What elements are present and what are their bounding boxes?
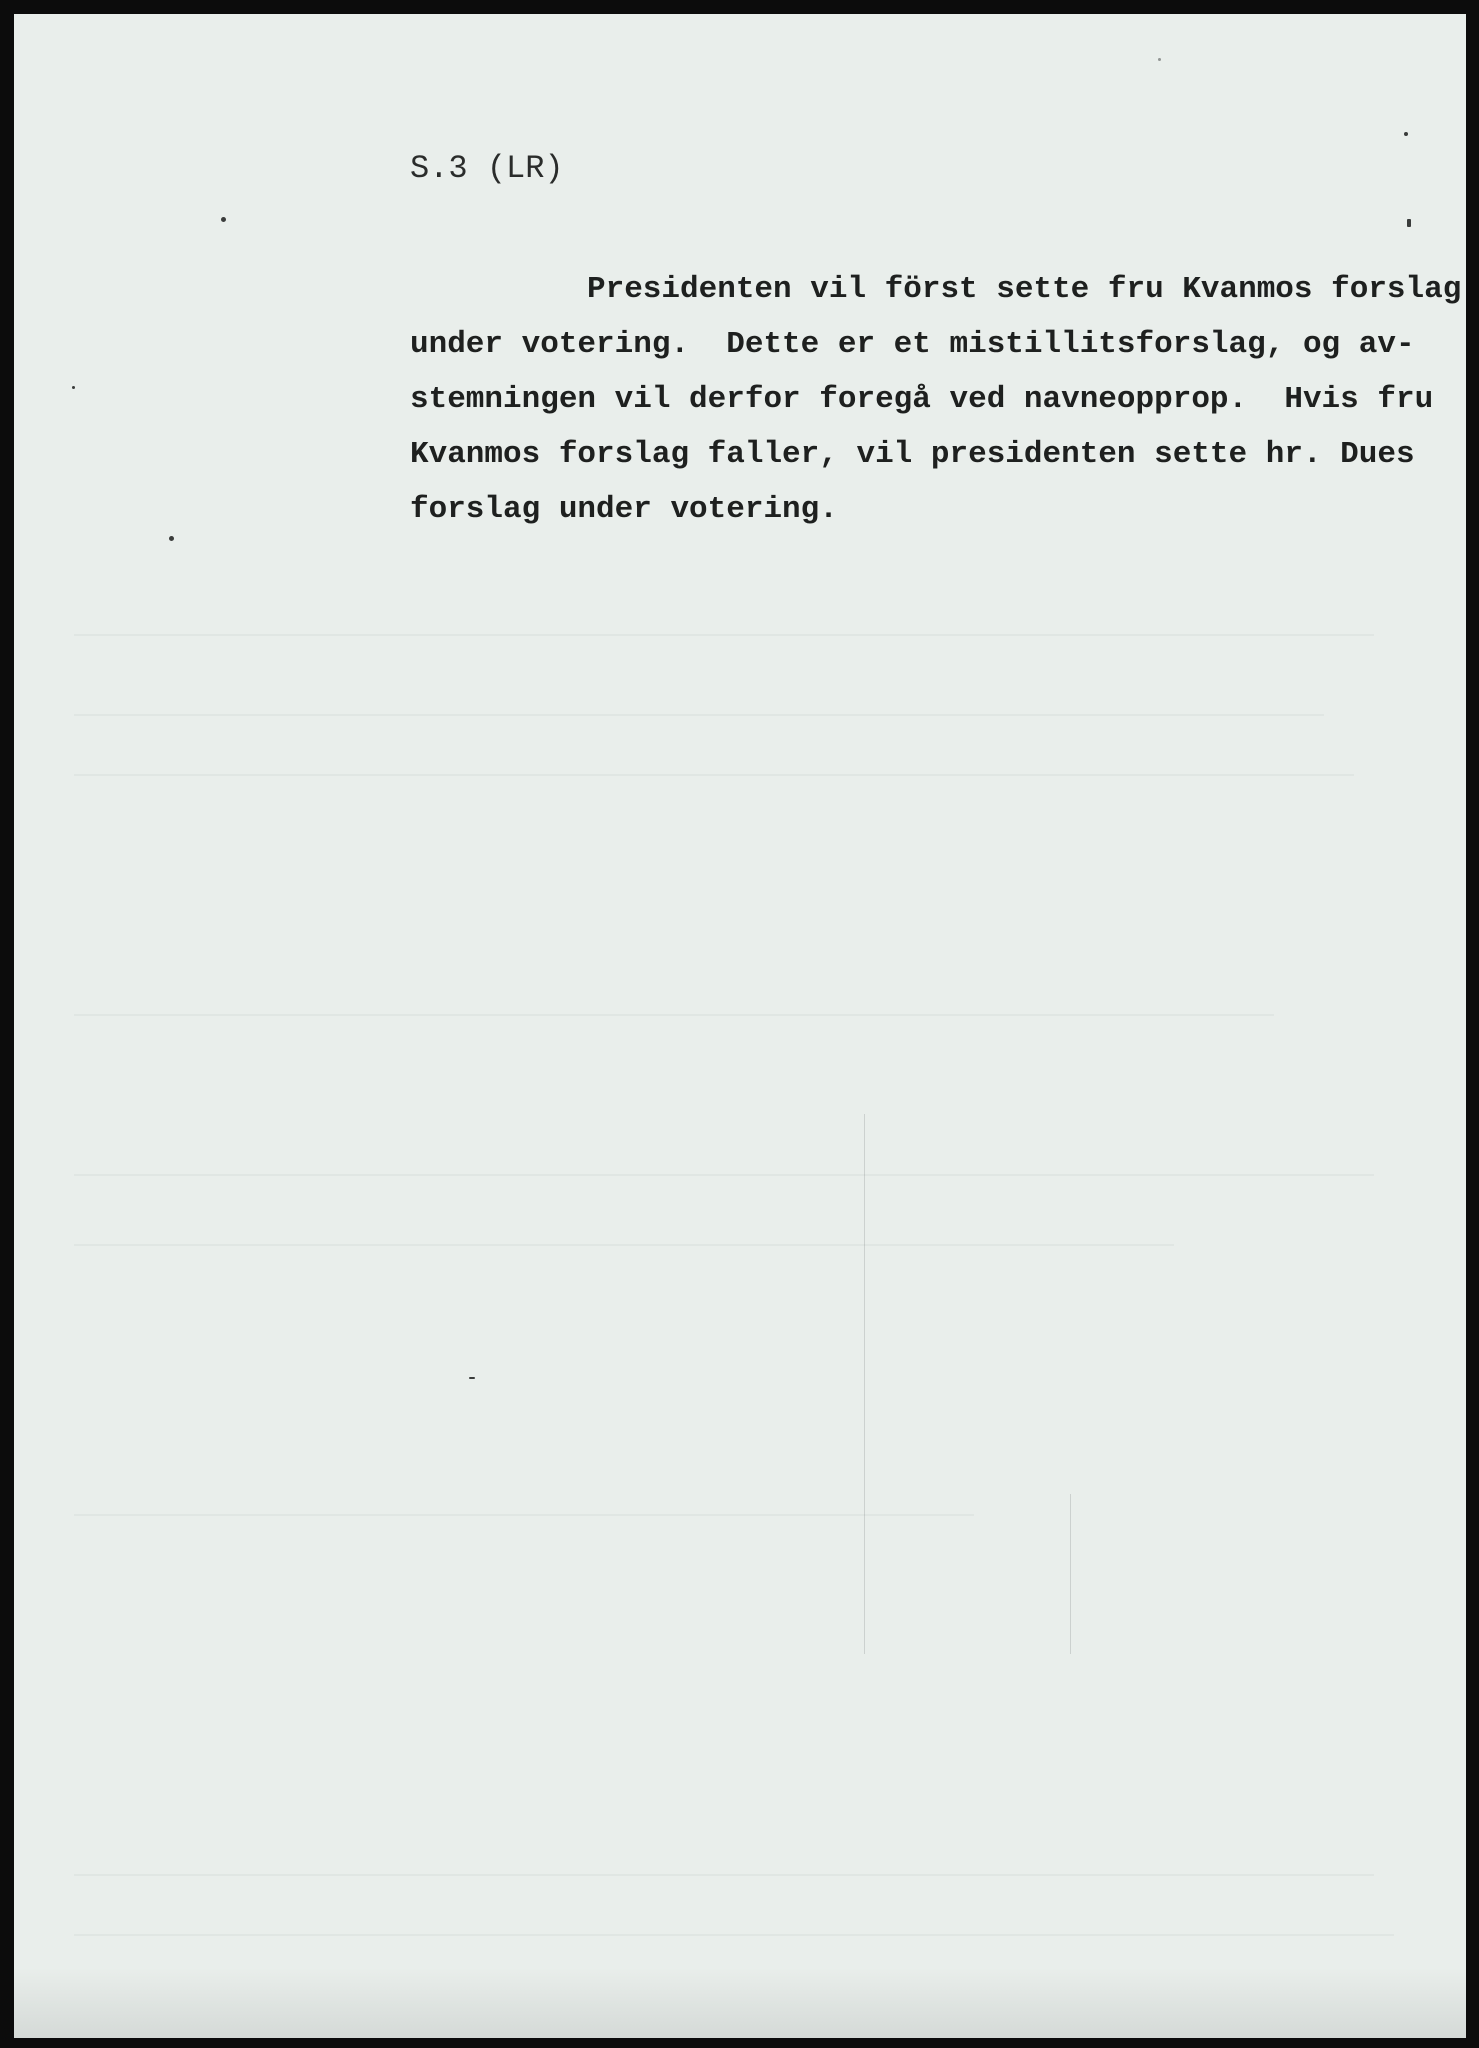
paragraph-line: stemningen vil derfor foregå ved navneopprop. Hvis fru <box>410 382 1434 417</box>
ink-speck <box>72 386 75 389</box>
scan-artifact <box>74 1014 1274 1016</box>
scan-artifact <box>74 1874 1374 1876</box>
scan-artifact <box>74 1934 1394 1936</box>
ink-speck <box>1158 58 1161 61</box>
page-heading: S.3 (LR) <box>410 150 564 187</box>
scan-artifact <box>74 634 1374 636</box>
ink-speck <box>169 536 174 541</box>
document-page <box>14 14 1466 2038</box>
paragraph-line: under votering. Dette er et mistillitsforslag, og av- <box>410 327 1415 362</box>
paragraph-line: forslag under votering. <box>410 492 838 527</box>
scan-shadow <box>14 1968 1466 2038</box>
document-paragraph <box>410 262 1462 537</box>
scan-artifact <box>74 714 1324 716</box>
ink-speck <box>221 217 226 222</box>
scan-artifact <box>864 1114 865 1654</box>
scan-artifact <box>74 1174 1374 1176</box>
scan-artifact <box>74 1244 1174 1246</box>
scan-artifact <box>1070 1494 1071 1654</box>
ink-speck <box>1404 132 1408 136</box>
paragraph-line: Presidenten vil först sette fru Kvanmos forslag <box>587 272 1462 307</box>
scan-artifact <box>74 1514 974 1516</box>
paragraph-line: Kvanmos forslag faller, vil presidenten sette hr. Dues <box>410 437 1415 472</box>
scan-artifact <box>74 774 1354 776</box>
ink-speck <box>469 1377 475 1379</box>
ink-speck <box>1407 219 1411 227</box>
